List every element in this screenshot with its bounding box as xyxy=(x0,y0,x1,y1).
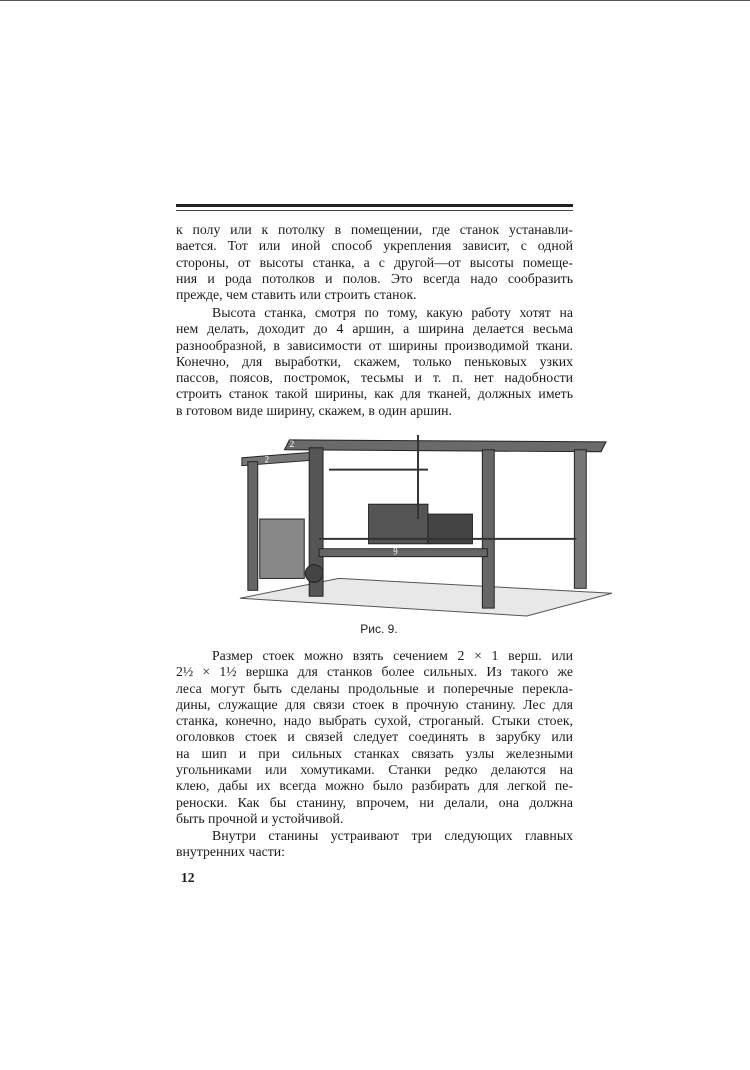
header-rule xyxy=(176,204,573,207)
paragraph-3 xyxy=(176,648,573,827)
text-line: пассов, поясов, постромок, тесьмы и т. п. нет надобности xyxy=(176,370,573,386)
text-line: Внутри станины устраивают три следующих главных xyxy=(212,828,573,843)
text-line: Конечно, для выработки, скажем, только пеньковых узких xyxy=(176,353,573,369)
paragraph-4 xyxy=(176,828,573,861)
text-line: стороны, от высоты станка, а с другой—от высоты помеще- xyxy=(176,254,573,270)
text-line: 2½ × 1½ вершка для станков более сильных. Из такого же xyxy=(176,664,573,680)
text-line: ния и рода потолков и полов. Это всегда надо сообразить xyxy=(176,270,573,286)
text-line: внутренних части: xyxy=(176,844,285,860)
loom-illustration xyxy=(228,430,614,618)
figure-label: 9 xyxy=(393,546,398,557)
figure-caption-text: Рис. 9. xyxy=(360,622,398,636)
text-line: леса могут быть сделаны продольные и поперечные перекла- xyxy=(176,680,573,696)
figure-caption xyxy=(0,622,750,636)
figure-label: 2 xyxy=(289,438,295,450)
text-line: угольниками или хомутиками. Станки редко делаются на xyxy=(176,762,573,778)
scan-edge-line xyxy=(0,0,750,1)
text-line: строить станок такой ширины, как для тканей, должных иметь xyxy=(176,386,573,402)
text-line: к полу или к потолку в помещении, где станок устанавли- xyxy=(176,222,573,237)
text-line: на шип и при сильных станках связать узлы железными xyxy=(176,745,573,761)
text-line: разнообразной, в зависимости от ширины производимой ткани. xyxy=(176,337,573,353)
text-line: Размер стоек можно взять сечением 2 × 1 верш. или xyxy=(212,648,573,663)
text-line: клею, дабы их всегда можно было разбирать для легкой пе- xyxy=(176,778,573,794)
page-number: 12 xyxy=(181,870,195,885)
text-line: вается. Тот или иной способ укрепления зависит, с одной xyxy=(176,238,573,254)
text-line: быть прочной и устойчивой. xyxy=(176,810,344,826)
text-line: дины, служащие для связи стоек в прочную станину. Лес для xyxy=(176,696,573,712)
paragraph-2 xyxy=(176,305,573,419)
text-line: прежде, чем ставить или строить станок. xyxy=(176,287,417,303)
text-line: станка, конечно, надо выбрать сухой, строганый. Стыки стоек, xyxy=(176,713,573,729)
text-line: реноски. Как бы станину, впрочем, ни делали, она должна xyxy=(176,794,573,810)
figure-label: 2 xyxy=(264,454,270,465)
text-line: в готовом виде ширину, скажем, в один аршин. xyxy=(176,402,452,418)
text-line: нем делать, доходит до 4 аршин, а ширина делается весьма xyxy=(176,321,573,337)
header-rule-thin xyxy=(176,210,573,211)
text-line: оголовков стоек и связей следует соединять в зарубку или xyxy=(176,729,573,745)
paragraph-1 xyxy=(176,222,573,303)
text-line: Высота станка, смотря по тому, какую работу хотят на xyxy=(212,305,573,320)
